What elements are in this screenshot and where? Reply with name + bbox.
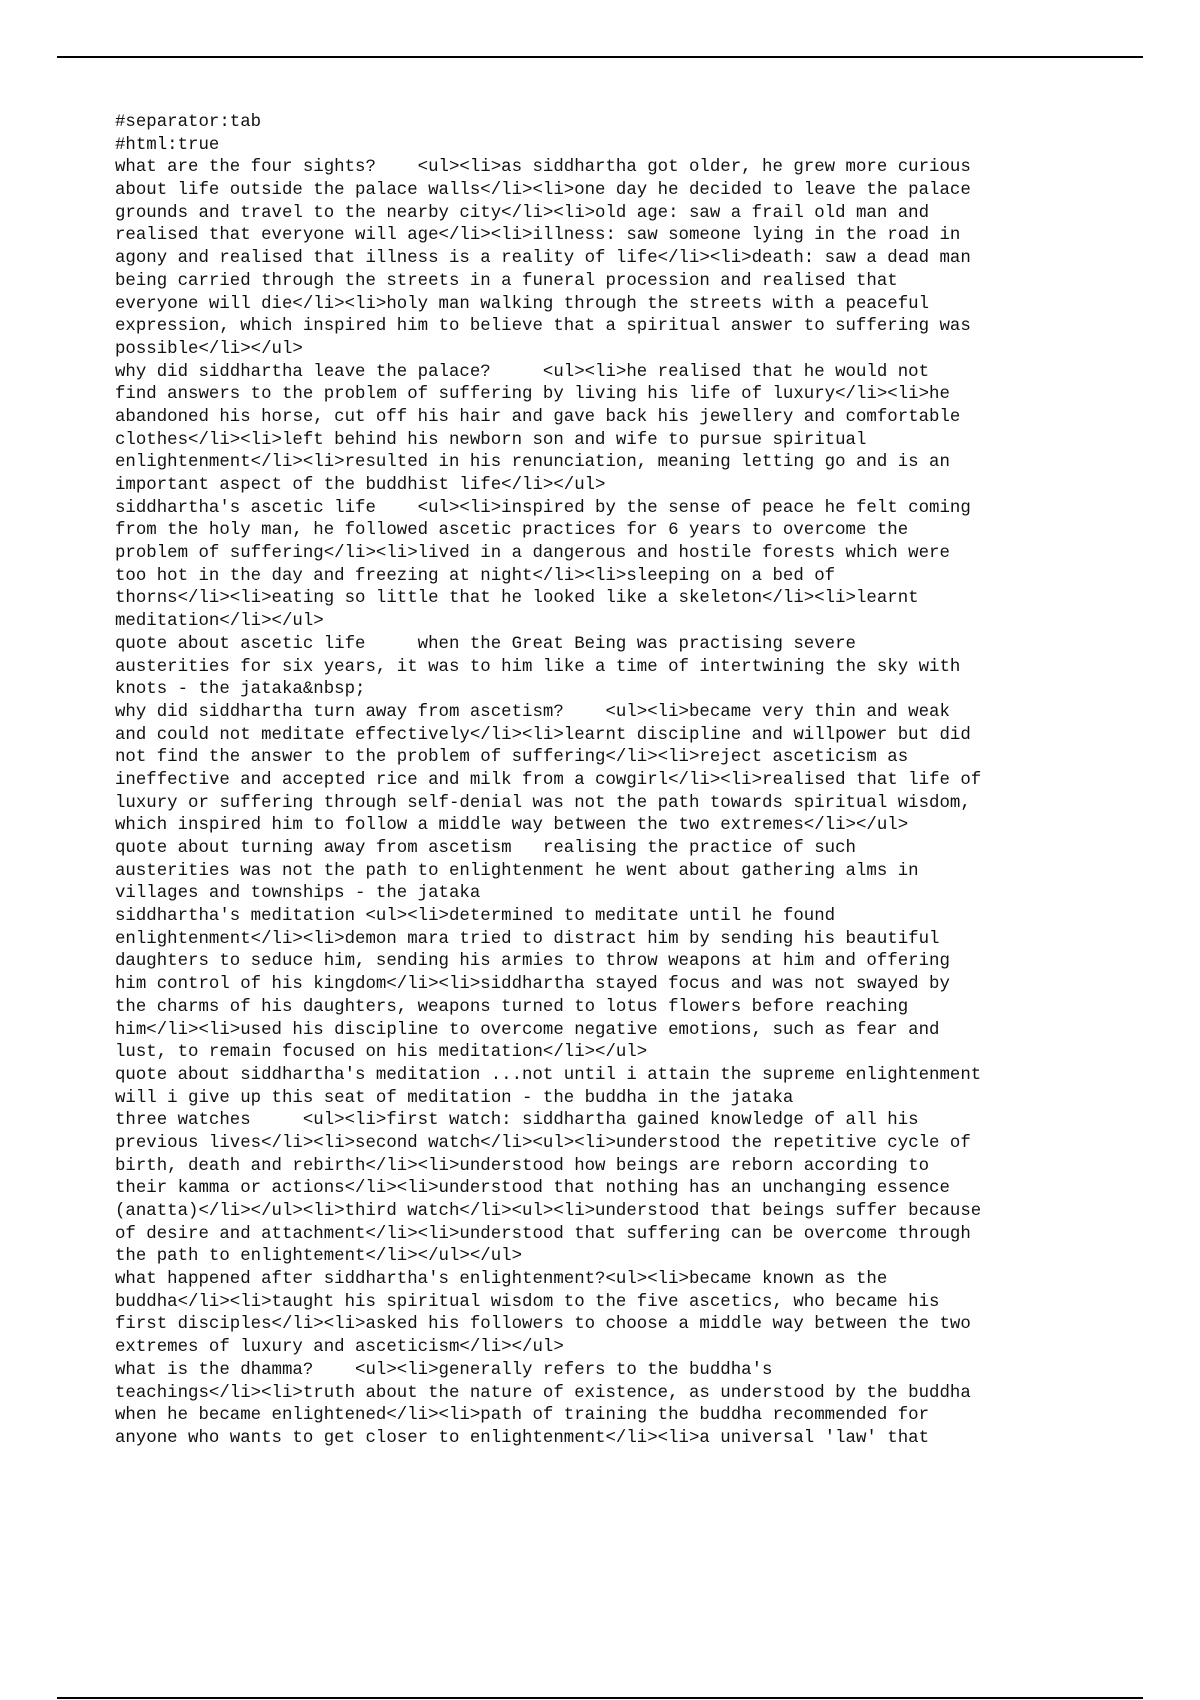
document-line: birth, death and rebirth</li><li>understood how beings are reborn according to — [115, 1156, 930, 1176]
document-line: siddhartha's meditation <ul><li>determined to meditate until he found — [115, 907, 836, 927]
document-line: daughters to seduce him, sending his armies to throw weapons at him and offering — [115, 952, 950, 972]
document-line: too hot in the day and freezing at night</li><li>sleeping on a bed of — [115, 566, 836, 586]
document-line: realised that everyone will age</li><li>illness: saw someone lying in the road in — [115, 226, 961, 246]
document-line: possible</li></ul> — [115, 339, 303, 359]
document-line: luxury or suffering through self-denial was not the path towards spiritual wisdom, — [115, 793, 971, 813]
document-line: knots - the jataka&nbsp; — [115, 680, 366, 700]
document-line: teachings</li><li>truth about the nature of existence, as understood by the buddha — [115, 1383, 971, 1403]
bottom-rule — [57, 1697, 1143, 1699]
document-line: buddha</li><li>taught his spiritual wisdom to the five ascetics, who became his — [115, 1292, 940, 1312]
document-line: three watches <ul><li>first watch: siddhartha gained knowledge of all his — [115, 1111, 919, 1131]
document-line: important aspect of the buddhist life</li></ul> — [115, 476, 606, 495]
document-line: him control of his kingdom</li><li>siddhartha stayed focus and was not swayed by — [115, 975, 950, 995]
document-line: problem of suffering</li><li>lived in a dangerous and hostile forests which were — [115, 544, 950, 564]
document-body — [115, 112, 1135, 1451]
document-line: #html:true — [115, 135, 220, 155]
document-line: of desire and attachment</li><li>understood that suffering can be overcome through — [115, 1224, 971, 1244]
document-line: him</li><li>used his discipline to overcome negative emotions, such as fear and — [115, 1020, 940, 1040]
document-line: first disciples</li><li>asked his followers to choose a middle way between the two — [115, 1315, 971, 1335]
document-line: about life outside the palace walls</li><li>one day he decided to leave the palace — [115, 181, 971, 201]
document-line: anyone who wants to get closer to enlightenment</li><li>a universal 'law' that — [115, 1428, 930, 1448]
document-line: and could not meditate effectively</li><li>learnt discipline and willpower but did — [115, 725, 971, 745]
document-line: everyone will die</li><li>holy man walking through the streets with a peaceful — [115, 294, 930, 314]
document-line: from the holy man, he followed ascetic practices for 6 years to overcome the — [115, 521, 909, 541]
document-line: ineffective and accepted rice and milk from a cowgirl</li><li>realised that life of — [115, 770, 982, 790]
document-line: previous lives</li><li>second watch</li><ul><li>understood the repetitive cycle of — [115, 1133, 971, 1153]
document-line: enlightenment</li><li>resulted in his renunciation, meaning letting go and is an — [115, 453, 950, 473]
document-line: why did siddhartha turn away from ascetism? <ul><li>became very thin and weak — [115, 702, 950, 722]
document-line: (anatta)</li></ul><li>third watch</li><ul><li>understood that beings suffer because — [115, 1202, 982, 1221]
document-line: the path to enlightement</li></ul></ul> — [115, 1247, 523, 1267]
document-line: lust, to remain focused on his meditation</li></ul> — [115, 1043, 648, 1063]
document-line: abandoned his horse, cut off his hair and gave back his jewellery and comfortable — [115, 407, 961, 427]
document-line: austerities for six years, it was to him like a time of intertwining the sky with — [115, 657, 961, 677]
top-rule — [57, 56, 1143, 58]
document-line: what is the dhamma? <ul><li>generally refers to the buddha's — [115, 1360, 773, 1380]
document-line: #separator:tab — [115, 113, 262, 132]
document-line: thorns</li><li>eating so little that he looked like a skeleton</li><li>learnt — [115, 589, 919, 609]
document-line: when he became enlightened</li><li>path of training the buddha recommended for — [115, 1406, 930, 1426]
document-line: being carried through the streets in a funeral procession and realised that — [115, 271, 898, 291]
document-line: the charms of his daughters, weapons turned to lotus flowers before reaching — [115, 997, 909, 1017]
document-line: agony and realised that illness is a reality of life</li><li>death: saw a dead man — [115, 249, 971, 269]
document-line: why did siddhartha leave the palace? <ul><li>he realised that he would not — [115, 362, 930, 382]
document-line: grounds and travel to the nearby city</li><li>old age: saw a frail old man and — [115, 203, 930, 223]
document-line: not find the answer to the problem of suffering</li><li>reject asceticism as — [115, 748, 909, 768]
document-line: quote about siddhartha's meditation ...not until i attain the supreme enlightenment — [115, 1065, 982, 1085]
document-line: which inspired him to follow a middle way between the two extremes</li></ul> — [115, 816, 909, 836]
document-line: quote about ascetic life when the Great Being was practising severe — [115, 634, 856, 654]
document-line: will i give up this seat of meditation - the buddha in the jataka — [115, 1088, 794, 1108]
document-line: enlightenment</li><li>demon mara tried to distract him by sending his beautiful — [115, 929, 940, 949]
document-line: find answers to the problem of suffering by living his life of luxury</li><li>he — [115, 385, 950, 405]
document-line: what are the four sights? <ul><li>as siddhartha got older, he grew more curious — [115, 158, 971, 178]
document-line: meditation</li></ul> — [115, 612, 324, 632]
document-line: siddhartha's ascetic life <ul><li>inspired by the sense of peace he felt coming — [115, 498, 971, 518]
document-line: austerities was not the path to enlightenment he went about gathering alms in — [115, 861, 919, 881]
document-line: what happened after siddhartha's enlightenment?<ul><li>became known as the — [115, 1270, 888, 1290]
document-line: their kamma or actions</li><li>understood that nothing has an unchanging essence — [115, 1179, 950, 1199]
document-line: clothes</li><li>left behind his newborn son and wife to pursue spiritual — [115, 430, 867, 450]
document-line: expression, which inspired him to believe that a spiritual answer to suffering was — [115, 317, 971, 337]
document-line: quote about turning away from ascetism realising the practice of such — [115, 839, 856, 858]
document-line: villages and townships - the jataka — [115, 884, 481, 904]
document-line: extremes of luxury and asceticism</li></ul> — [115, 1338, 564, 1358]
